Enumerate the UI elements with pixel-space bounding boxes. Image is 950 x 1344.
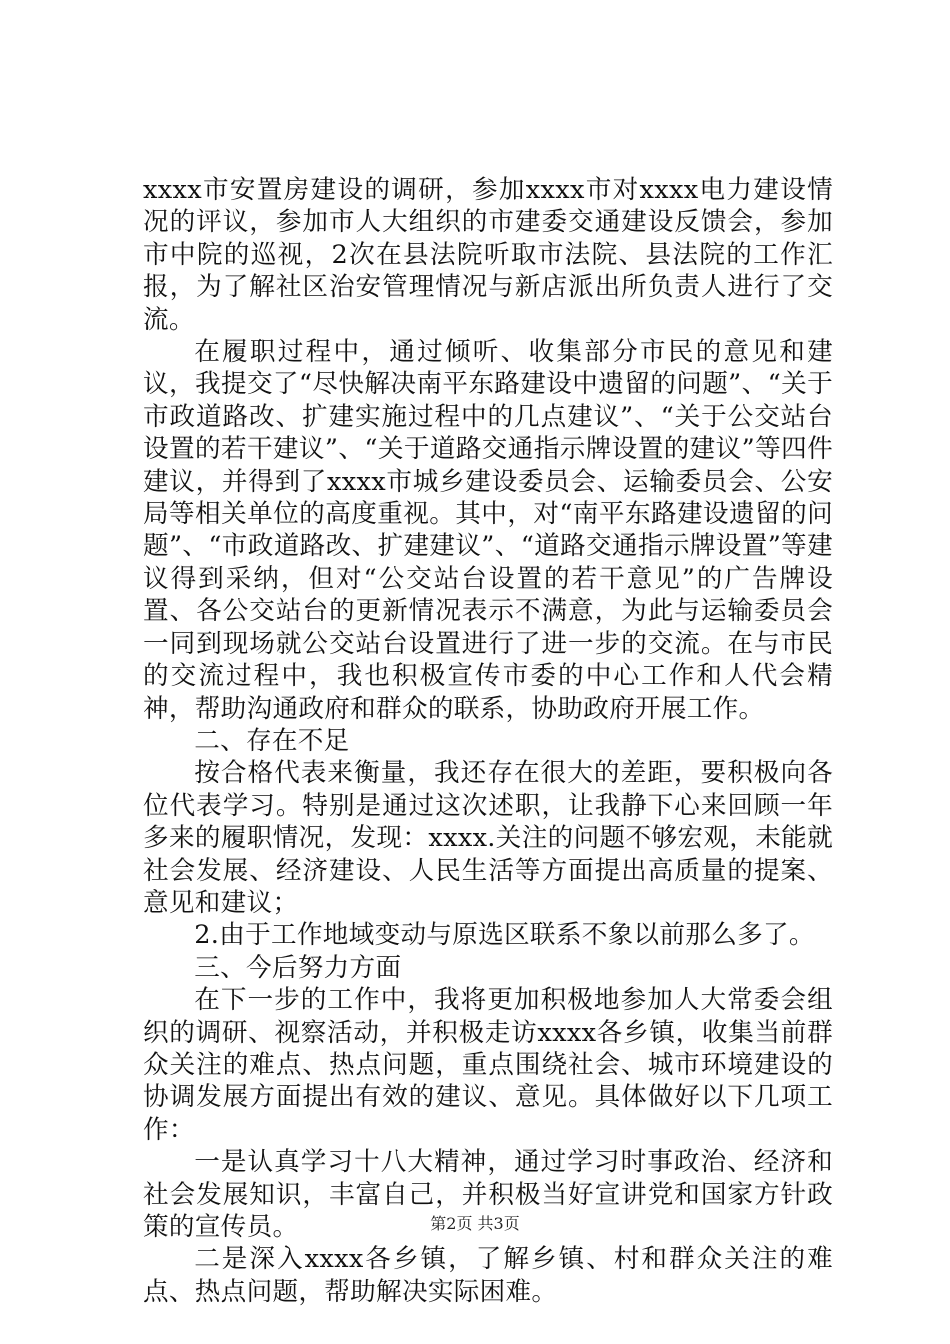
section-heading-future-efforts: 三、今后努力方面 <box>194 952 402 983</box>
paragraph-6: 一是认真学习十八大精神，通过学习时事政治、经济和社会发展知识，丰富自己，并积极当好宣讲党和国家方针政策的宣传员。 <box>143 1147 833 1242</box>
page-number-footer: 第2页 共3页 <box>430 1214 520 1233</box>
paragraph-3: 按合格代表来衡量，我还存在很大的差距，要积极向各位代表学习。特别是通过这次述职，让我静下心来回顾一年多来的履职情况，发现：xxxx.关注的问题不够宏观，未能就社会发展、经济建设、人民生活等方面提出高质量的提案、意见和建议； <box>143 758 833 918</box>
document-body <box>143 174 833 1308</box>
paragraph-7: 二是深入xxxx各乡镇，了解乡镇、村和群众关注的难点、热点问题，帮助解决实际困难。 <box>143 1244 833 1307</box>
section-heading-shortcomings: 二、存在不足 <box>194 725 350 756</box>
paragraph-5: 在下一步的工作中，我将更加积极地参加人大常委会组织的调研、视察活动，并积极走访xxxx各乡镇，收集当前群众关注的难点、热点问题，重点围绕社会、城市环境建设的协调发展方面提出有效的建议、意见。具体做好以下几项工作： <box>143 985 833 1145</box>
paragraph-2: 在履职过程中，通过倾听、收集部分市民的意见和建议，我提交了“尽快解决南平东路建设中遗留的问题”、“关于市政道路改、扩建实施过程中的几点建议”、“关于公交站台设置的若干建议”、“关于道路交通指示牌设置的建议”等四件建议，并得到了xxxx市城乡建设委员会、运输委员会、公安局等相关单位的高度重视。其中，对“南平东路建设遗留的问题”、“市政道路改、扩建建议”、“道路交通指示牌设置”等建议得到采纳，但对“公交站台设置的若干意见”的广告牌设置、各公交站台的更新情况表示不满意，为此与运输委员会一同到现场就公交站台设置进行了进一步的交流。在与市民的交流过程中，我也积极宣传市委的中心工作和人代会精神，帮助沟通政府和群众的联系，协助政府开展工作。 <box>143 337 833 724</box>
paragraph-1: xxxx市安置房建设的调研，参加xxxx市对xxxx电力建设情况的评议，参加市人大组织的市建委交通建设反馈会，参加市中院的巡视，2次在县法院听取市法院、县法院的工作汇报，为了解社区治安管理情况与新店派出所负责人进行了交流。 <box>143 175 833 335</box>
paragraph-4: 2.由于工作地域变动与原选区联系不象以前那么多了。 <box>194 920 815 951</box>
